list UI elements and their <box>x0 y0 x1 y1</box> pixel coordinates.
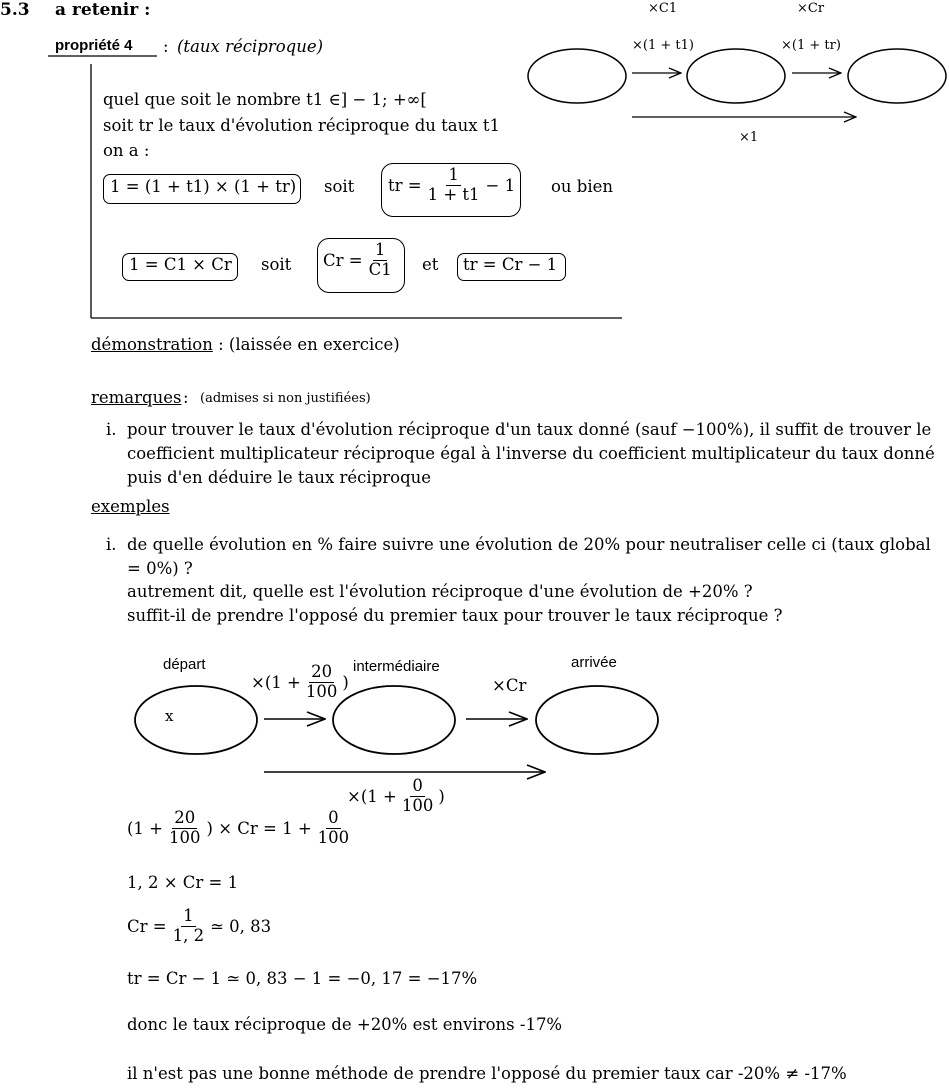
calc-3-fraction <box>171 907 207 946</box>
label-arrivee: arrivée <box>571 654 617 671</box>
calc-1-fraction-2 <box>316 809 352 848</box>
ou-bien-label: ou bien <box>551 177 614 196</box>
ellipse-depart <box>135 686 257 754</box>
formula-3: 1 = C1 × Cr <box>129 255 232 274</box>
calc-3-pre: Cr = <box>127 916 167 936</box>
calc-3-post: ≃ 0, 83 <box>210 916 272 936</box>
calc-line-3 <box>127 907 271 946</box>
examples-line-4: suffit-il de prendre l'opposé du premier taux pour trouver le taux réciproque ? <box>127 606 783 625</box>
calc-line-6: il n'est pas une bonne méthode de prendre l'opposé du premier taux car -20% ≠ -17% <box>127 1064 847 1083</box>
ellipse-intermediaire <box>333 686 455 754</box>
arrow-2-label: ×Cr <box>492 676 527 695</box>
demo-text: : (laissée en exercice) <box>212 335 400 354</box>
arrow-total-num: 0 <box>412 776 423 795</box>
remarks-line-1: pour trouver le taux d'évolution réciproque d'un taux donné (sauf −100%), il suffit de trouver le <box>127 420 932 439</box>
formula-4-den: C1 <box>368 259 392 279</box>
calc-1-den: 100 <box>169 827 201 847</box>
calc-line-1 <box>127 809 351 848</box>
remarks-line-2: coefficient multiplicateur réciproque égal à l'inverse du coefficient multiplicateur du taux donné <box>127 444 935 463</box>
arrow-1-fraction <box>304 663 340 702</box>
demo-label: démonstration <box>91 335 213 354</box>
arrow-total-label <box>347 777 445 816</box>
examples-line-2: = 0%) ? <box>127 559 193 578</box>
examples-label: exemples <box>91 497 170 516</box>
arrow-total-den: 100 <box>401 795 434 815</box>
soit-label-2: soit <box>261 255 292 274</box>
examples-line-3: autrement dit, quelle est l'évolution réciproque d'une évolution de +20% ? <box>127 582 753 601</box>
soit-label-1: soit <box>324 177 355 196</box>
remarks-line-3: puis d'en déduire le taux réciproque <box>127 468 432 487</box>
formula-2-num: 1 <box>448 165 459 184</box>
calc-3-den: 1, 2 <box>172 925 205 945</box>
top-label-cr: ×Cr <box>797 1 825 16</box>
remarks-note: (admises si non justifiées) <box>200 391 371 406</box>
ellipse-arrivee <box>536 686 658 754</box>
calc-1-pre: (1 + <box>127 818 164 838</box>
arrow-1-num: 20 <box>311 662 333 681</box>
calc-1-num-2: 0 <box>328 808 339 827</box>
remarks-marker: i. <box>106 420 117 439</box>
label-x: x <box>165 707 174 725</box>
label-intermediaire: intermédiaire <box>353 658 440 675</box>
calc-line-4: tr = Cr − 1 ≃ 0, 83 − 1 = −0, 17 = −17% <box>127 969 478 988</box>
section-title: a retenir : <box>55 0 151 20</box>
arrow-total-fraction <box>400 777 436 816</box>
calc-1-mid: ) × Cr = 1 + <box>206 818 312 838</box>
remarks-label: remarques <box>91 388 182 407</box>
arrow-1-den: 100 <box>305 681 338 701</box>
formula-1: 1 = (1 + t1) × (1 + tr) <box>110 177 297 196</box>
property-line-1: quel que soit le nombre t1 ∈] − 1; +∞[ <box>103 90 427 109</box>
top-label-arrow-2: ×(1 + tr) <box>781 38 841 53</box>
top-label-total: ×1 <box>739 130 759 145</box>
arrow-1-post: ) <box>342 672 349 692</box>
property-line-2: soit tr le taux d'évolution réciproque du taux t1 <box>103 116 500 135</box>
calc-1-fraction-1 <box>167 809 203 848</box>
calc-3-num: 1 <box>183 906 194 925</box>
formula-5: tr = Cr − 1 <box>463 255 558 274</box>
examples-line-1: de quelle évolution en % faire suivre une évolution de 20% pour neutraliser celle ci (taux global <box>127 535 931 554</box>
formula-4-num: 1 <box>374 240 386 259</box>
formula-2-lhs: tr = <box>388 175 422 195</box>
et-label: et <box>422 255 439 274</box>
formula-2-rhs: − 1 <box>485 175 516 195</box>
calc-1-den-2: 100 <box>317 827 350 847</box>
arrow-1-pre: ×(1 + <box>251 672 301 692</box>
label-depart: départ <box>163 656 206 673</box>
formula-4-lhs: Cr = <box>323 250 363 270</box>
property-subtitle: (taux réciproque) <box>177 37 324 56</box>
calc-line-5: donc le taux réciproque de +20% est environs -17% <box>127 1015 563 1034</box>
calc-line-2: 1, 2 × Cr = 1 <box>127 873 239 892</box>
calc-1-num: 20 <box>174 808 196 827</box>
top-label-arrow-1: ×(1 + t1) <box>632 38 694 53</box>
property-colon: : <box>163 37 169 56</box>
section-number: 5.3 <box>0 0 30 20</box>
top-label-c1: ×C1 <box>648 1 678 16</box>
arrow-1-label <box>251 663 349 702</box>
examples-marker: i. <box>106 535 117 554</box>
remarks-colon: : <box>183 388 189 407</box>
property-label: propriété 4 <box>55 37 133 54</box>
arrow-total-pre: ×(1 + <box>347 786 397 806</box>
arrow-total-post: ) <box>438 786 445 806</box>
property-line-3: on a : <box>103 141 150 160</box>
formula-2-den: 1 + t1 <box>427 184 480 204</box>
